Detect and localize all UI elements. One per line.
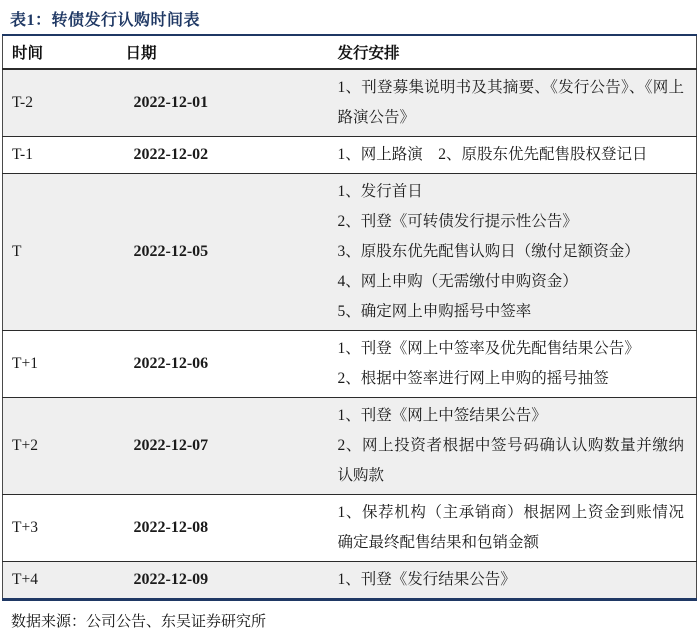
schedule-table (2, 34, 697, 601)
table-row (3, 495, 697, 562)
data-source-note: 数据来源：公司公告、东吴证券研究所 (11, 614, 267, 630)
arrangement-cell (330, 495, 697, 562)
date-cell: 2022-12-01 (133, 94, 209, 111)
arrangement-item: 1、刊登《发行结果公告》 (337, 571, 516, 588)
time-cell: T-1 (12, 146, 33, 163)
date-cell: 2022-12-08 (133, 519, 209, 536)
table-row (3, 562, 697, 600)
time-cell: T+2 (12, 437, 38, 454)
arrangement-cell (330, 137, 697, 174)
arrangement-cell (330, 331, 697, 398)
date-cell: 2022-12-06 (133, 355, 209, 372)
time-cell: T+4 (12, 571, 38, 588)
header-row (3, 35, 697, 69)
col-header-date: 日期 (118, 35, 330, 69)
arrangement-cell (330, 69, 697, 137)
arrangement-cell (330, 562, 697, 600)
arrangement-item: 1、刊登《网上中签率及优先配售结果公告》 (337, 340, 640, 357)
arrangement-cell (330, 174, 697, 331)
arrangement-item: 1、保荐机构（主承销商）根据网上资金到账情况确定最终配售结果和包销金额 (337, 504, 684, 551)
arrangement-item: 1、刊登募集说明书及其摘要、《发行公告》、《网上路演公告》 (337, 79, 684, 126)
table-row (3, 69, 697, 137)
arrangement-item: 5、确定网上申购摇号中签率 (337, 303, 532, 320)
arrangement-cell (330, 398, 697, 495)
date-cell: 2022-12-02 (133, 146, 209, 163)
time-cell: T+1 (12, 355, 38, 372)
arrangement-item: 1、发行首日 (337, 183, 423, 200)
arrangement-item: 2、网上投资者根据中签号码确认认购数量并缴纳认购款 (337, 437, 684, 484)
time-cell: T (12, 243, 22, 260)
table-row (3, 398, 697, 495)
table-header (3, 35, 697, 69)
arrangement-item: 3、原股东优先配售认购日（缴付足额资金） (337, 243, 640, 260)
arrangement-item: 4、网上申购（无需缴付申购资金） (337, 273, 578, 290)
arrangement-item: 2、刊登《可转债发行提示性公告》 (337, 213, 578, 230)
table-row (3, 331, 697, 398)
date-cell: 2022-12-07 (133, 437, 209, 454)
table-row (3, 174, 697, 331)
date-cell: 2022-12-09 (133, 571, 209, 588)
time-cell: T+3 (12, 519, 38, 536)
arrangement-item: 1、网上路演 2、原股东优先配售股权登记日 (337, 146, 648, 163)
time-cell: T-2 (12, 94, 33, 111)
col-header-arrangement: 发行安排 (330, 35, 697, 69)
arrangement-item: 1、刊登《网上中签结果公告》 (337, 407, 547, 424)
table-row (3, 137, 697, 174)
arrangement-item: 2、根据中签率进行网上申购的摇号抽签 (337, 370, 609, 387)
table-title: 表1：转债发行认购时间表 (10, 12, 201, 29)
col-header-time: 时间 (3, 35, 118, 69)
table-body (3, 69, 697, 600)
date-cell: 2022-12-05 (133, 243, 209, 260)
